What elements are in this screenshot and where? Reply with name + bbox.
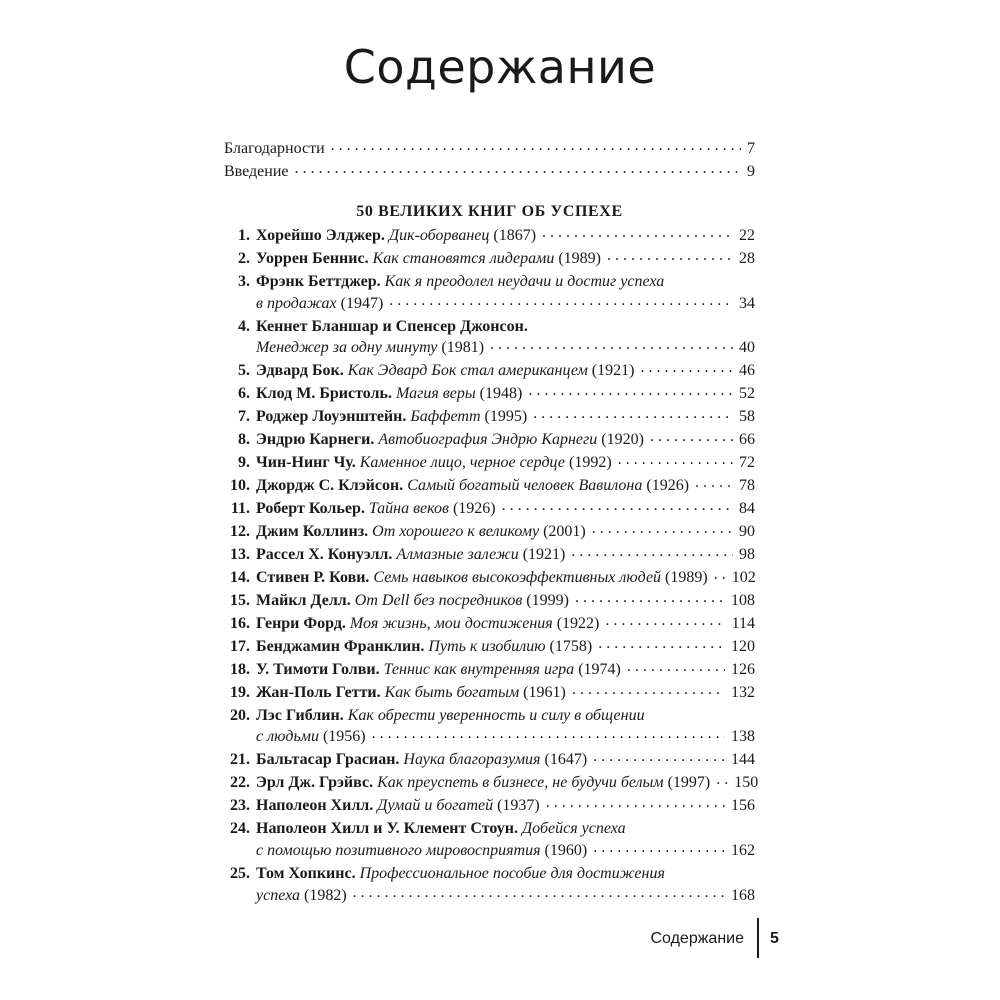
dot-leader <box>640 361 733 375</box>
dot-leader <box>650 430 733 444</box>
author-name: Эндрю Карнеги. <box>256 431 375 449</box>
author-name: Уоррен Беннис. <box>256 249 369 267</box>
author-name: Том Хопкинс. <box>256 865 356 882</box>
page-number: 28 <box>739 249 755 267</box>
publication-year: (1956) <box>322 728 366 746</box>
book-title-continued: в продажах <box>256 294 337 312</box>
entry-number: 19. <box>230 683 250 701</box>
dot-leader <box>528 384 733 398</box>
entry-number: 8. <box>238 431 250 449</box>
toc-entry[interactable] <box>224 475 755 497</box>
publication-year: (1926) <box>646 477 690 495</box>
dot-leader <box>627 660 725 674</box>
entry-line <box>256 248 755 270</box>
author-name: Наполеон Хилл. <box>256 797 374 815</box>
book-title: Профессиональное пособие для достижения <box>359 865 665 882</box>
entry-line <box>256 863 755 885</box>
entry-number: 9. <box>238 454 250 472</box>
dot-leader <box>598 637 725 651</box>
dot-leader <box>593 750 725 764</box>
author-name: Клод М. Бристоль. <box>256 385 392 403</box>
entry-line <box>256 337 755 359</box>
author-name: Джим Коллинз. <box>256 523 369 541</box>
book-title: Как я преодолел неудачи и достиг успеха <box>384 272 665 290</box>
toc-entry[interactable] <box>224 659 755 681</box>
toc-entry[interactable] <box>224 795 755 817</box>
entry-number: 5. <box>238 362 250 380</box>
entry-line <box>256 772 759 794</box>
author-name: Стивен Р. Кови. <box>256 568 370 586</box>
entry-line <box>256 613 755 635</box>
entry-number: 23. <box>230 797 250 815</box>
book-title: Моя жизнь, мои достижения <box>349 614 553 632</box>
dot-leader <box>542 226 733 240</box>
page-number: 126 <box>731 660 755 678</box>
page-number: 72 <box>739 454 755 472</box>
author-name: Бальтасар Грасиан. <box>256 751 400 769</box>
dot-leader <box>372 727 725 741</box>
publication-year: (1647) <box>544 751 588 769</box>
entry-number: 6. <box>238 385 250 403</box>
page-number: 120 <box>731 637 755 655</box>
entry-line <box>256 544 755 566</box>
publication-year: (1989) <box>558 249 601 267</box>
entry-label: Введение <box>224 163 289 180</box>
dot-leader <box>575 591 725 605</box>
page-number: 132 <box>731 683 755 701</box>
book-title: Баффетт <box>410 408 481 426</box>
author-name: Кеннет Бланшар и Спенсер Джонсон. <box>256 317 528 335</box>
author-name: Майкл Делл. <box>256 591 351 609</box>
publication-year: (1999) <box>526 591 569 609</box>
dot-leader <box>389 294 733 308</box>
entry-line <box>256 659 755 681</box>
book-title: Самый богатый человек Вавилона <box>407 477 643 495</box>
section-heading: 50 ВЕЛИКИХ КНИГ ОБ УСПЕХЕ <box>356 203 623 220</box>
book-title: Менеджер за одну минуту <box>256 339 438 357</box>
author-name: Джордж С. Клэйсон. <box>256 477 404 495</box>
publication-year: (1920) <box>601 431 644 449</box>
entry-number: 16. <box>230 614 250 632</box>
author-name: Рассел Х. Конуэлл. <box>256 546 393 563</box>
dot-leader <box>546 796 725 810</box>
dot-leader <box>695 476 733 490</box>
entry-line <box>256 818 755 840</box>
book-title: От хорошего к великому <box>372 523 540 541</box>
entry-number: 20. <box>230 706 250 724</box>
entry-number: 11. <box>230 500 250 518</box>
entry-label: Благодарности <box>224 140 325 157</box>
book-title: Как обрести уверенность и силу в общении <box>347 706 645 724</box>
toc-entry[interactable] <box>224 772 759 794</box>
book-title: Добейся успеха <box>521 820 626 838</box>
publication-year: (1922) <box>556 614 600 632</box>
entry-number: 2. <box>238 249 250 267</box>
author-name: Лэс Гиблин. <box>256 706 344 724</box>
page-number: 156 <box>731 797 755 815</box>
footer-divider <box>757 918 759 958</box>
publication-year: (1974) <box>578 660 621 678</box>
page-number: 78 <box>739 477 755 495</box>
folio-page-number: 5 <box>770 930 779 947</box>
book-title: Автобиография Эндрю Карнеги <box>378 431 598 449</box>
entry-number: 3. <box>238 272 250 290</box>
dot-leader <box>607 249 733 263</box>
entry-number: 18. <box>230 660 250 678</box>
toc-entry[interactable] <box>224 248 755 270</box>
entry-line <box>256 705 755 727</box>
entry-number: 24. <box>230 820 250 838</box>
entry-number: 10. <box>230 477 250 495</box>
dot-leader <box>571 545 733 559</box>
running-footer-label: Содержание <box>650 930 744 947</box>
author-name: Эдвард Бок. <box>256 362 344 380</box>
entry-line <box>256 749 755 771</box>
book-title: Семь навыков высокоэффективных людей <box>373 568 662 586</box>
page-number: 22 <box>739 227 755 244</box>
book-title-continued: успеха <box>256 886 300 904</box>
toc-entry[interactable] <box>224 705 755 748</box>
publication-year: (1995) <box>484 408 528 426</box>
book-title: Тайна веков <box>368 500 449 518</box>
entry-number: 1. <box>238 227 250 244</box>
book-title: Алмазные залежи <box>396 546 519 563</box>
page-number: 9 <box>747 163 755 180</box>
toc-entry[interactable] <box>224 406 755 428</box>
author-name: Генри Форд. <box>256 614 346 632</box>
toc-entry[interactable] <box>224 567 755 589</box>
book-title-continued: с людьми <box>256 728 319 746</box>
entry-line <box>256 383 755 405</box>
page-number: 144 <box>731 751 755 769</box>
dot-leader <box>331 139 741 153</box>
page-number: 114 <box>731 614 755 632</box>
toc-entry[interactable] <box>224 383 755 405</box>
page-title: Содержание <box>343 40 657 94</box>
dot-leader <box>618 453 733 467</box>
author-name: Роджер Лоуэнштейн. <box>256 408 407 426</box>
entry-line <box>256 225 755 247</box>
book-title: Как становятся лидерами <box>372 249 555 267</box>
page-number: 66 <box>739 431 755 449</box>
entry-number: 14. <box>230 568 250 586</box>
toc-entry[interactable] <box>224 544 755 566</box>
entry-line <box>256 885 755 907</box>
author-name: Фрэнк Беттджер. <box>256 272 381 290</box>
toc-entry[interactable] <box>224 863 755 906</box>
publication-year: (1947) <box>340 294 384 312</box>
page-number: 162 <box>731 842 755 860</box>
publication-year: (1989) <box>665 568 708 586</box>
entry-line <box>256 590 755 612</box>
entry-line <box>256 840 755 862</box>
entry-number: 25. <box>230 865 250 882</box>
author-name: Эрл Дж. Грэйвс. <box>256 774 374 792</box>
page-number: 150 <box>734 774 759 792</box>
book-title: Дик-оборванец <box>388 227 490 244</box>
entry-line <box>256 406 755 428</box>
book-title: Как Эдвард Бок стал американцем <box>347 362 588 380</box>
dot-leader <box>605 614 725 628</box>
toc-entry-acknowledgements[interactable] <box>224 138 755 161</box>
toc-entry[interactable] <box>224 316 755 359</box>
dot-leader <box>592 522 733 536</box>
entry-line <box>256 475 755 497</box>
book-title: Как быть богатым <box>384 683 520 701</box>
book-title-continued: с помощью позитивного мировосприятия <box>256 842 541 860</box>
book-title: Путь к изобилию <box>428 637 546 655</box>
page-number: 168 <box>731 886 755 904</box>
publication-year: (1921) <box>522 546 566 563</box>
toc-entry[interactable] <box>224 360 755 382</box>
entry-number: 22. <box>230 774 250 792</box>
page-number: 34 <box>739 294 755 312</box>
publication-year: (1867) <box>493 227 537 244</box>
toc-entry[interactable] <box>224 452 755 474</box>
publication-year: (2001) <box>543 523 586 541</box>
book-title: Магия веры <box>395 385 476 403</box>
entry-line <box>256 452 755 474</box>
toc-entry[interactable] <box>224 498 755 520</box>
author-name: Чин-Нинг Чу. <box>256 454 356 472</box>
entry-number: 21. <box>230 751 250 769</box>
entry-line <box>256 316 755 338</box>
author-name: Жан-Поль Гетти. <box>256 683 381 701</box>
dot-leader <box>572 683 725 697</box>
publication-year: (1926) <box>452 500 496 518</box>
dot-leader <box>295 162 742 176</box>
entry-line <box>256 360 755 382</box>
entry-line <box>256 682 755 704</box>
page-number: 98 <box>739 546 755 563</box>
page-number: 102 <box>731 568 756 586</box>
entry-line <box>256 498 755 520</box>
dot-leader <box>490 338 733 352</box>
entry-line <box>256 567 755 589</box>
entry-number: 7. <box>238 408 250 426</box>
entry-number: 17. <box>230 637 250 655</box>
page-number: 58 <box>739 408 755 426</box>
page-number: 108 <box>731 591 755 609</box>
publication-year: (1997) <box>667 774 711 792</box>
page-number: 46 <box>739 362 755 380</box>
dot-leader <box>502 499 733 513</box>
author-name: Наполеон Хилл и У. Клемент Стоун. <box>256 820 518 838</box>
entry-line <box>256 726 755 748</box>
toc-entry-introduction[interactable] <box>224 161 755 184</box>
book-title: Теннис как внутренняя игра <box>383 660 575 678</box>
publication-year: (1758) <box>549 637 593 655</box>
entry-number: 15. <box>230 591 250 609</box>
book-title: Наука благоразумия <box>403 751 541 769</box>
publication-year: (1981) <box>441 339 485 357</box>
entry-line <box>256 795 755 817</box>
author-name: Бенджамин Франклин. <box>256 637 425 655</box>
book-title: Как преуспеть в бизнесе, не будучи белым <box>377 774 664 792</box>
toc-entry[interactable] <box>224 749 755 771</box>
publication-year: (1937) <box>497 797 540 815</box>
toc-entry[interactable] <box>224 225 755 247</box>
page-number: 138 <box>731 728 755 746</box>
dot-leader <box>353 886 725 900</box>
front-matter-list <box>224 138 755 184</box>
entry-line <box>256 293 755 315</box>
dot-leader <box>714 568 726 582</box>
page-number: 40 <box>739 339 755 357</box>
toc-entry[interactable] <box>224 682 755 704</box>
toc-entry[interactable] <box>224 271 755 314</box>
book-title: Каменное лицо, черное сердце <box>359 454 566 472</box>
entry-number: 12. <box>230 523 250 541</box>
publication-year: (1948) <box>479 385 523 403</box>
entry-number: 4. <box>238 317 250 335</box>
publication-year: (1992) <box>569 454 612 472</box>
entry-line <box>256 429 755 451</box>
book-title: От Dell без посредников <box>354 591 523 609</box>
dot-leader <box>716 773 728 787</box>
toc-entry[interactable] <box>224 521 755 543</box>
toc-entry[interactable] <box>224 429 755 451</box>
toc-entry[interactable] <box>224 818 755 861</box>
toc-entry[interactable] <box>224 590 755 612</box>
toc-entry[interactable] <box>224 613 755 635</box>
page-number: 84 <box>739 500 755 518</box>
publication-year: (1921) <box>591 362 635 380</box>
entry-line <box>256 271 755 293</box>
author-name: Роберт Кольер. <box>256 500 365 518</box>
page-number: 52 <box>739 385 755 403</box>
dot-leader <box>593 841 725 855</box>
publication-year: (1982) <box>303 886 347 904</box>
entry-line <box>256 521 755 543</box>
entry-line <box>256 636 755 658</box>
toc-list <box>224 225 759 908</box>
author-name: Хорейшо Элджер. <box>256 227 385 244</box>
page-footer <box>0 918 1000 958</box>
toc-entry[interactable] <box>224 636 755 658</box>
entry-number: 13. <box>230 546 250 563</box>
page-number: 90 <box>739 523 755 541</box>
publication-year: (1960) <box>544 842 588 860</box>
author-name: У. Тимоти Голви. <box>256 660 380 678</box>
book-title: Думай и богатей <box>377 797 494 815</box>
publication-year: (1961) <box>523 683 566 701</box>
page-number: 7 <box>747 140 755 157</box>
dot-leader <box>533 407 733 421</box>
